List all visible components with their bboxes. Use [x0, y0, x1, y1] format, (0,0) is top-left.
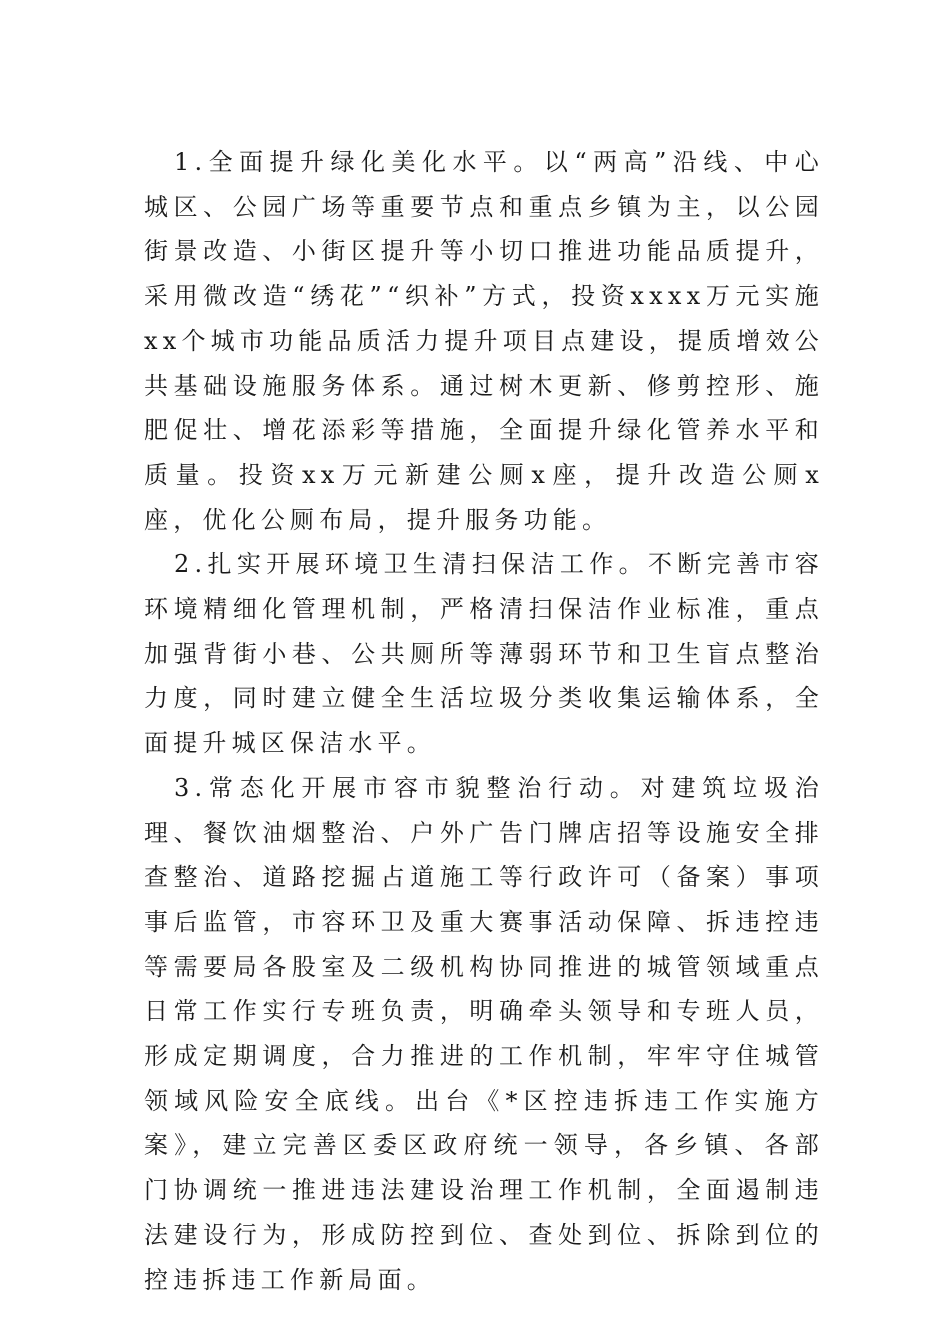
document-body	[144, 140, 824, 1302]
paragraph-3-city-appearance: 3.常态化开展市容市貌整治行动。对建筑垃圾治理、餐饮油烟整治、户外广告门牌店招等设施安全排查整治、道路挖掘占道施工等行政许可（备案）事项事后监管，市容环卫及重大赛事活动保障、拆违控违等需要局各股室及二级机构协同推进的城管领域重点日常工作实行专班负责，明确牵头领导和专班人员，形成定期调度，合力推进的工作机制，牢牢守住城管领域风险安全底线。出台《*区控违拆违工作实施方案》，建立完善区委区政府统一领导，各乡镇、各部门协调统一推进违法建设治理工作机制，全面遏制违法建设行为，形成防控到位、查处到位、拆除到位的控违拆违工作新局面。	[144, 773, 824, 1294]
paragraph-1-greening: 1.全面提升绿化美化水平。以“两高”沿线、中心城区、公园广场等重要节点和重点乡镇为主，以公园街景改造、小街区提升等小切口推进功能品质提升，采用微改造“绣花”“织补”方式，投资xxxx万元实施xx个城市功能品质活力提升项目点建设，提质增效公共基础设施服务体系。通过树木更新、修剪控形、施肥促壮、增花添彩等措施，全面提升绿化管养水平和质量。投资xx万元新建公厕x座，提升改造公厕x座，优化公厕布局，提升服务功能。	[144, 148, 824, 534]
paragraph-2-sanitation: 2.扎实开展环境卫生清扫保洁工作。不断完善市容环境精细化管理机制，严格清扫保洁作业标准，重点加强背街小巷、公共厕所等薄弱环节和卫生盲点整治力度，同时建立健全生活垃圾分类收集运输体系，全面提升城区保洁水平。	[144, 550, 824, 758]
